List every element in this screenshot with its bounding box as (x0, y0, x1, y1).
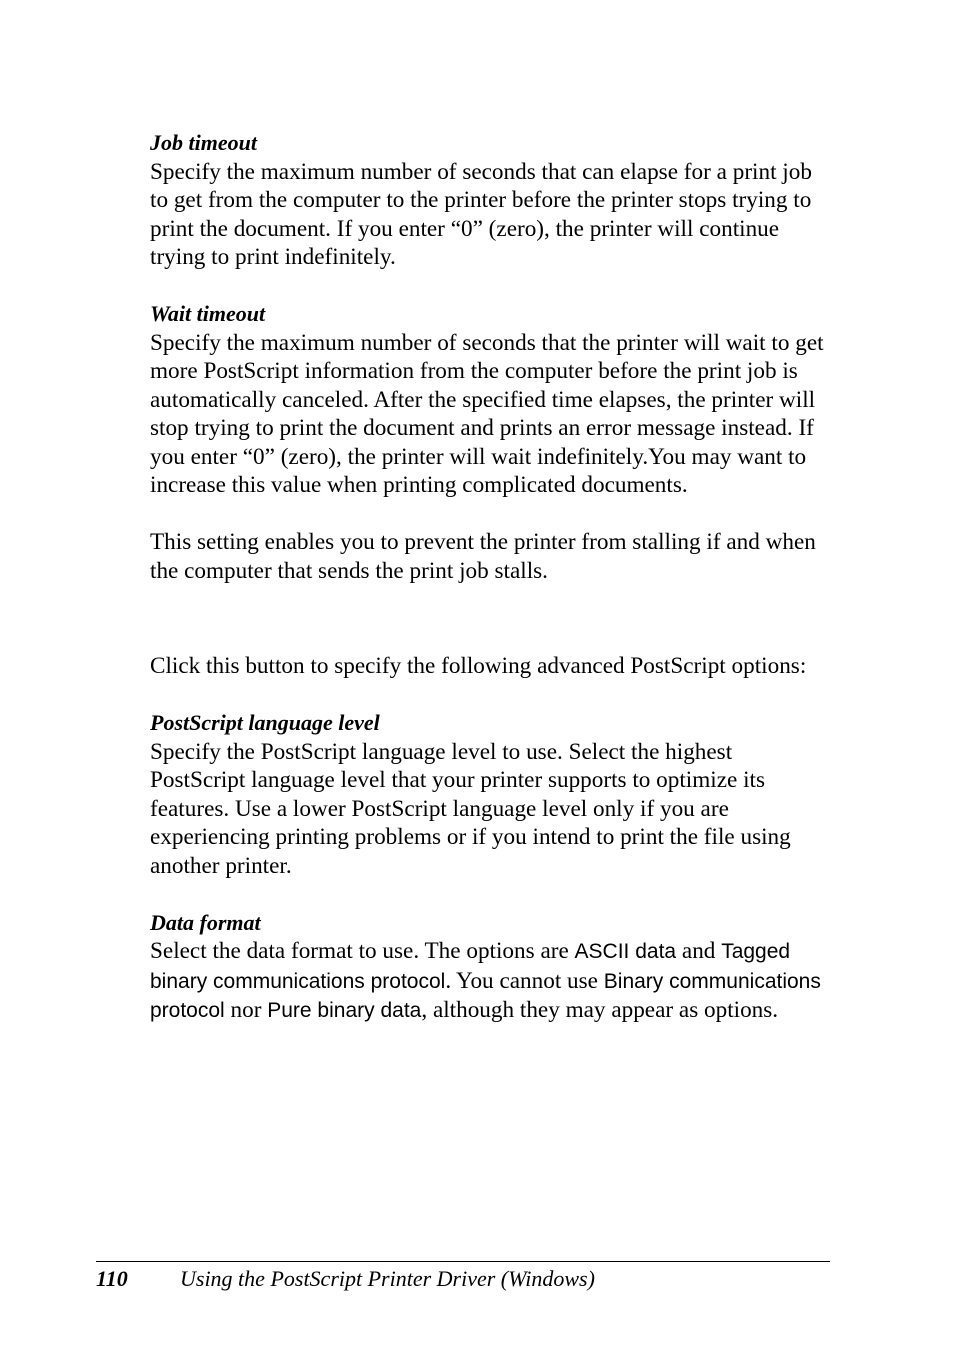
pure-binary-term: Pure binary data (267, 999, 422, 1022)
wait-timeout-description: Specify the maximum number of seconds that the printer will wait to get more PostScript information from the computer before the print job is automatically canceled. After the specified time elapses, the printer will stop trying to print the document and prints an error message instead. If you enter “0” (zero), the printer will wait indefinitely.You may want to increase this value when printing complicated documents. (150, 329, 824, 498)
data-format-description (150, 937, 830, 1026)
page-content (150, 129, 830, 1026)
job-timeout-heading: Job timeout (150, 130, 257, 155)
spacer (150, 880, 830, 909)
spacer (150, 500, 830, 529)
job-timeout-description: Specify the maximum number of seconds that can elapse for a print job to get from the computer to the printer before the printer stops trying to print the document. If you enter “0” (zero), the printer will continue trying to print indefinitely. (150, 158, 812, 270)
data-format-text: and (676, 938, 722, 964)
advanced-options-intro: Click this button to specify the following advanced PostScript options: (150, 653, 807, 679)
page-number: 110 (96, 1266, 128, 1291)
binary-protocol-term: Binary communications protocol (150, 969, 821, 1022)
data-format-heading: Data format (150, 909, 261, 935)
spacer (150, 681, 830, 710)
spacer (150, 585, 830, 652)
wait-timeout-note: This setting enables you to prevent the printer from stalling if and when the computer that sends the print job stalls. (150, 529, 816, 584)
tagged-binary-term: Tagged binary communications protocol (150, 940, 791, 993)
running-footer-title: Using the PostScript Printer Driver (Windows) (180, 1266, 595, 1291)
language-level-description: Specify the PostScript language level to use. Select the highest PostScript language level that your printer supports to optimize its features. Use a lower PostScript language level only if you are experiencing printing problems or if you intend to print the file using another printer. (150, 738, 791, 879)
data-format-text: Select the data format to use. The options are (150, 938, 575, 964)
ascii-data-term: ASCII data (574, 940, 677, 963)
language-level-heading: PostScript language level (150, 710, 380, 735)
data-format-text: . You cannot use (445, 967, 604, 994)
footer-divider (96, 1261, 830, 1262)
data-format-text: , although they may appear as options. (421, 997, 779, 1023)
wait-timeout-heading: Wait timeout (150, 301, 266, 326)
data-format-text: nor (224, 997, 268, 1023)
spacer (150, 272, 830, 301)
